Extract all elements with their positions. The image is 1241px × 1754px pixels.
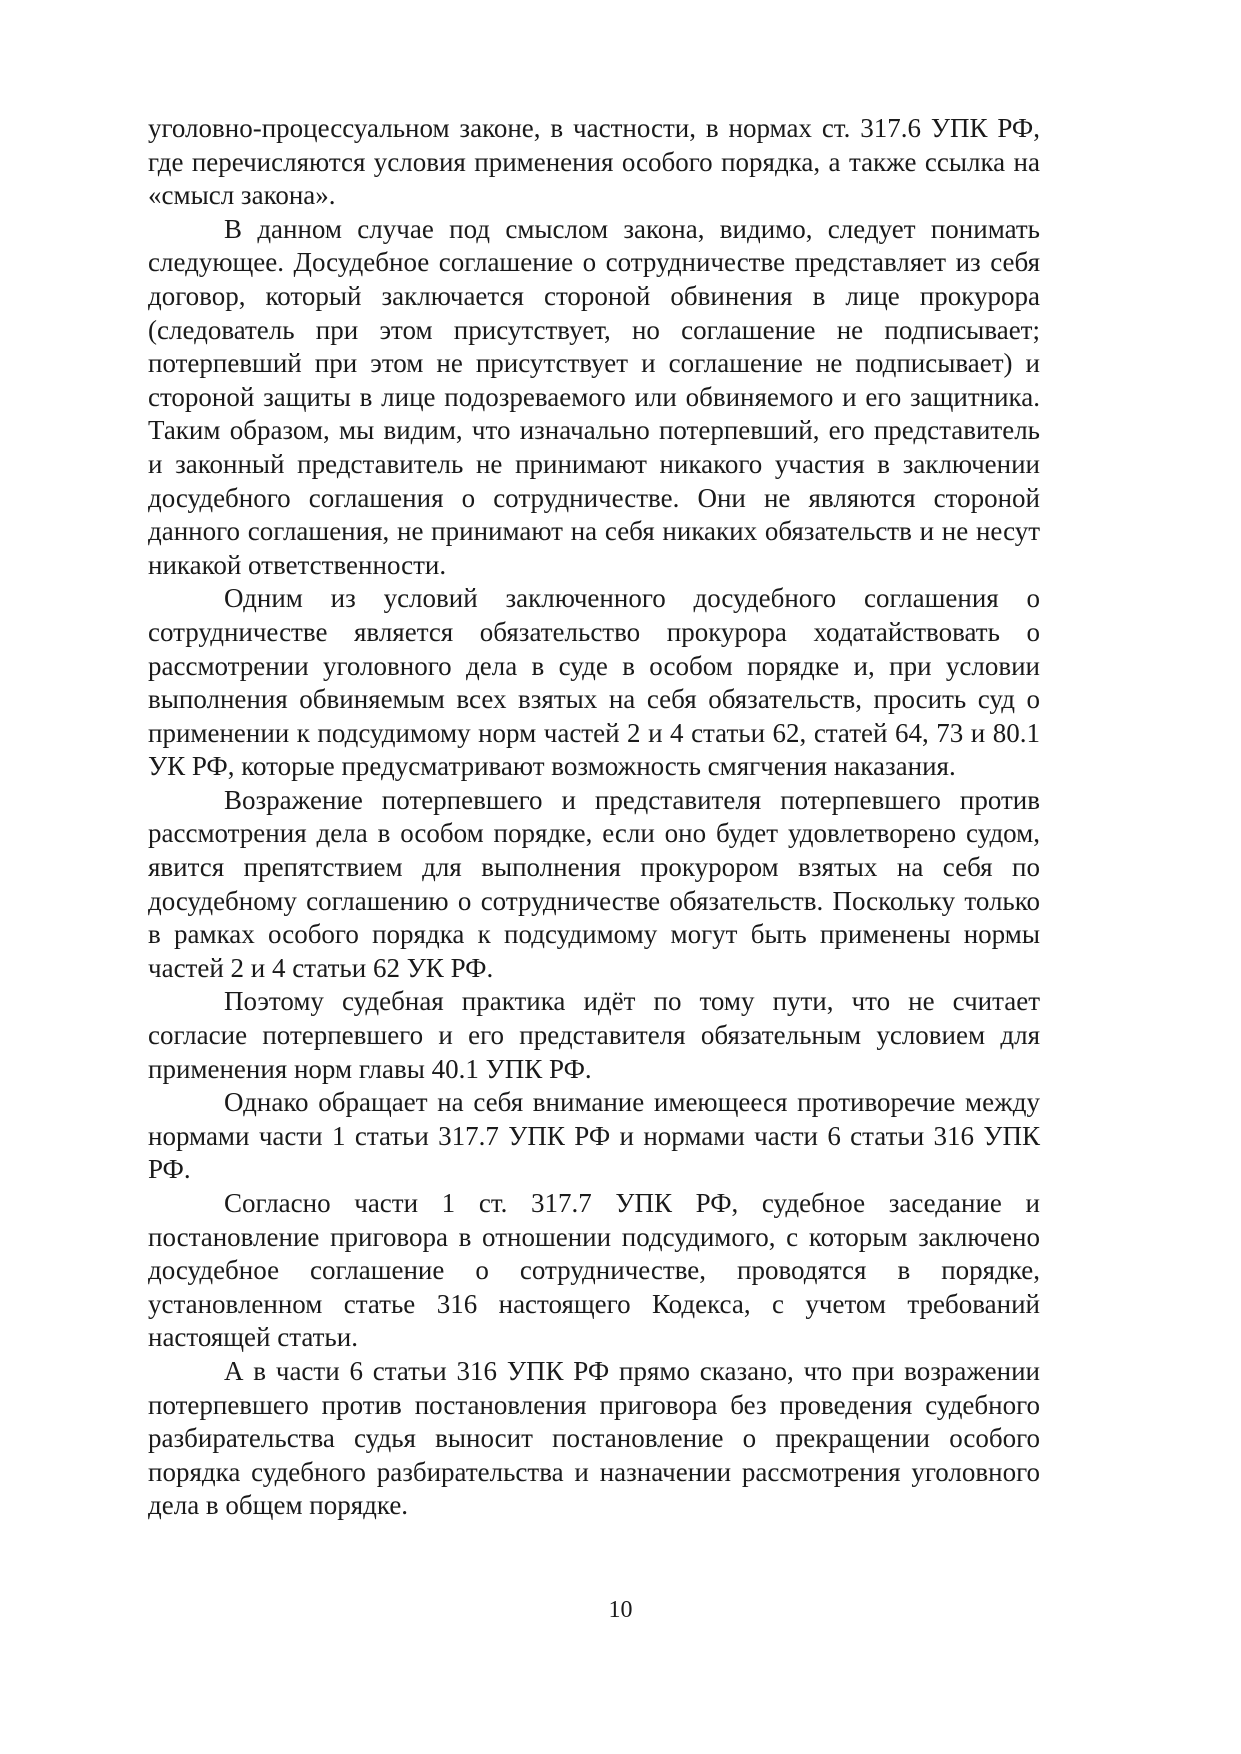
paragraph: Согласно части 1 ст. 317.7 УПК РФ, судебное заседание и постановление приговора в отношении подсудимого, с которым заключено досудебное соглашение о сотрудничестве, проводятся в порядке, установленном статье 316 настоящего Кодекса, с учетом требований настоящей статьи. xyxy=(148,1188,1040,1353)
paragraph: Возражение потерпевшего и представителя потерпевшего против рассмотрения дела в особом порядке, если оно будет удовлетворено судом, явится препятствием для выполнения прокурором взятых на себя по досудебному соглашению о сотрудничестве обязательств. Поскольку только в рамках особого порядка к подсудимому могут быть применены нормы частей 2 и 4 статьи 62 УК РФ. xyxy=(148,784,1040,983)
paragraph: В данном случае под смыслом закона, видимо, следует понимать следующее. Досудебное соглашение о сотрудничестве представляет из себя договор, который заключается стороной обвинения в лице прокурора (следователь при этом присутствует, но соглашение не подписывает; потерпевший при этом не присутствует и соглашение не подписывает) и стороной защиты в лице подозреваемого или обвиняемого и его защитника. Таким образом, мы видим, что изначально потерпевший, его представитель и законный представитель не принимают никакого участия в заключении досудебного соглашения о сотрудничестве. Они не являются стороной данного соглашения, не принимают на себя никаких обязательств и не несут никакой ответственности. xyxy=(148,213,1040,580)
body-text xyxy=(148,112,1040,1523)
paragraph-continuation: уголовно-процессуальном законе, в частности, в нормах ст. 317.6 УПК РФ, где перечисляются условия применения особого порядка, а также ссылка на «смысл закона». xyxy=(148,113,1040,211)
paragraph: А в части 6 статьи 316 УПК РФ прямо сказано, что при возражении потерпевшего против постановления приговора без проведения судебного разбирательства судья выносит постановление о прекращении особого порядка судебного разбирательства и назначении рассмотрения уголовного дела в общем порядке. xyxy=(148,1355,1040,1521)
paragraph: Однако обращает на себя внимание имеющееся противоречие между нормами части 1 статьи 317.7 УПК РФ и нормами части 6 статьи 316 УПК РФ. xyxy=(148,1087,1040,1185)
paragraph: Одним из условий заключенного досудебного соглашения о сотрудничестве является обязательство прокурора ходатайствовать о рассмотрении уголовного дела в суде в особом порядке и, при условии выполнения обвиняемым всех взятых на себя обязательств, просить суд о применении к подсудимому норм частей 2 и 4 статьи 62, статей 64, 73 и 80.1 УК РФ, которые предусматривают возможность смягчения наказания. xyxy=(148,583,1040,782)
paragraph: Поэтому судебная практика идёт по тому пути, что не считает согласие потерпевшего и его представителя обязательным условием для применения норм главы 40.1 УПК РФ. xyxy=(148,986,1040,1084)
page-number: 10 xyxy=(608,1597,633,1623)
